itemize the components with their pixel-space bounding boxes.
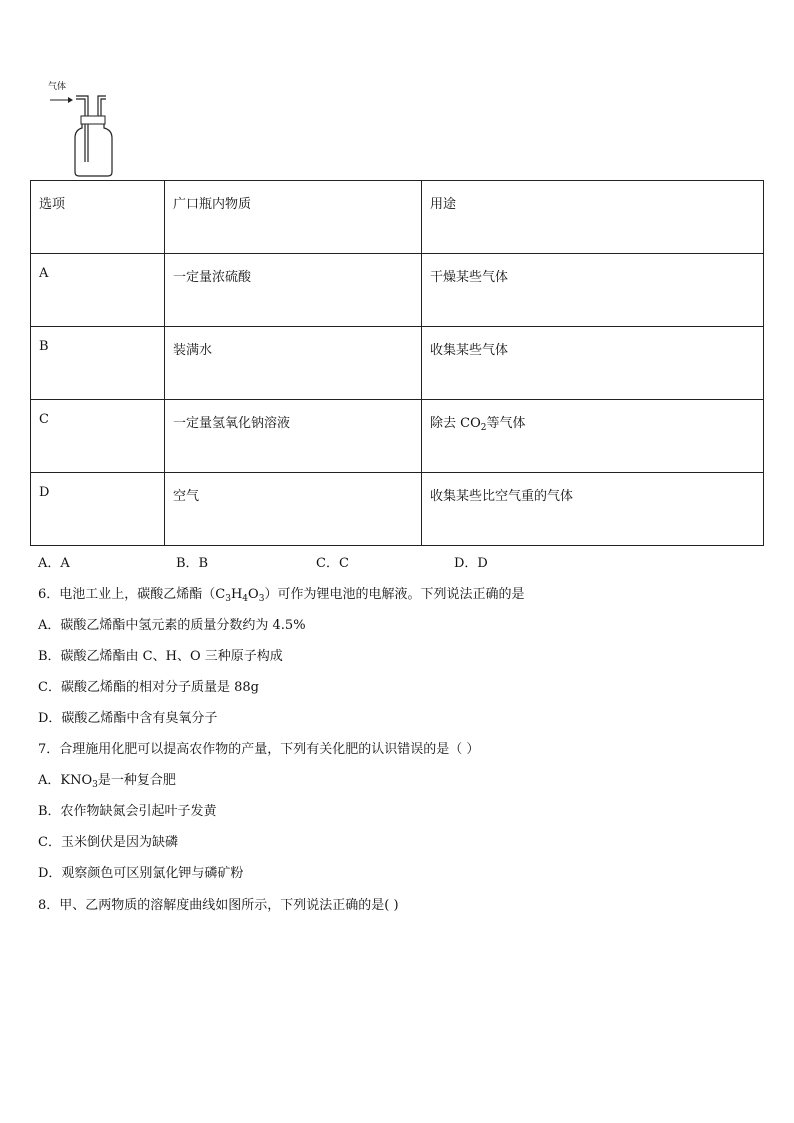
table-row: [31, 254, 764, 327]
q7-a-pre: A．KNO: [38, 773, 93, 788]
q7-option-d: D．观察颜色可区别氯化钾与磷矿粉: [38, 866, 244, 881]
q5-answer-a: A．A: [38, 556, 70, 571]
option-cell: D: [31, 473, 165, 546]
q8-stem: 8．甲、乙两物质的溶解度曲线如图所示，下列说法正确的是( ): [38, 898, 399, 913]
q6-sub-1: 3: [225, 594, 231, 604]
use-cell: 干燥某些气体: [422, 254, 764, 327]
option-cell: A: [31, 254, 165, 327]
option-cell: C: [31, 400, 165, 473]
gas-arrow-label: 气体: [48, 82, 67, 92]
table-row: [31, 327, 764, 400]
header-cell: 广口瓶内物质: [165, 181, 422, 254]
option-cell: B: [31, 327, 165, 400]
q6-stem-post: ）可作为锂电池的电解液。下列说法正确的是: [264, 587, 525, 602]
use-text-post: 等气体: [486, 416, 526, 431]
q5-answer-b: B．B: [176, 556, 209, 571]
substance-cell: 装满水: [165, 327, 422, 400]
q5-answer-c: C．C: [316, 556, 349, 571]
q7-option-b: B．农作物缺氮会引起叶子发黄: [38, 804, 217, 819]
q6-stem-pre: 6．电池工业上，碳酸乙烯酯（C: [38, 587, 226, 602]
q6-option-d: D．碳酸乙烯酯中含有臭氧分子: [38, 711, 218, 726]
use-cell: 收集某些比空气重的气体: [422, 473, 764, 546]
substance-cell: 空气: [165, 473, 422, 546]
q6-stem: [38, 583, 524, 604]
q6-option-b: B．碳酸乙烯酯由 C、H、O 三种原子构成: [38, 649, 283, 664]
table-header-row: [31, 181, 764, 254]
use-cell: [422, 400, 764, 473]
q6-mid-2: O: [248, 587, 259, 602]
q6-mid-1: H: [230, 587, 243, 602]
options-table: [30, 180, 764, 546]
q6-option-c: C．碳酸乙烯酯的相对分子质量是 88g: [38, 680, 259, 695]
gas-bottle-icon: [40, 82, 120, 178]
q6-sub-2: 4: [242, 594, 249, 604]
q6-sub-3: 3: [258, 594, 265, 604]
table-row: [31, 473, 764, 546]
q6-option-a: A．碳酸乙烯酯中氢元素的质量分数约为 4.5%: [38, 618, 306, 633]
use-text-pre: 除去 CO: [430, 416, 481, 431]
q5-answer-d: D．D: [454, 556, 488, 571]
gas-bottle-figure: [40, 82, 120, 178]
q7-option-c: C．玉米倒伏是因为缺磷: [38, 835, 178, 850]
q7-a-post: 是一种复合肥: [97, 773, 176, 788]
use-subscript: 2: [480, 423, 487, 433]
header-cell: 用途: [422, 181, 764, 254]
q7-stem: 7．合理施用化肥可以提高农作物的产量，下列有关化肥的认识错误的是（ ）: [38, 742, 480, 757]
header-cell: 选项: [31, 181, 165, 254]
use-cell: 收集某些气体: [422, 327, 764, 400]
q7-a-sub: 3: [92, 780, 98, 790]
substance-cell: 一定量氢氧化钠溶液: [165, 400, 422, 473]
q7-option-a: [38, 769, 176, 790]
table-row: [31, 400, 764, 473]
substance-cell: 一定量浓硫酸: [165, 254, 422, 327]
